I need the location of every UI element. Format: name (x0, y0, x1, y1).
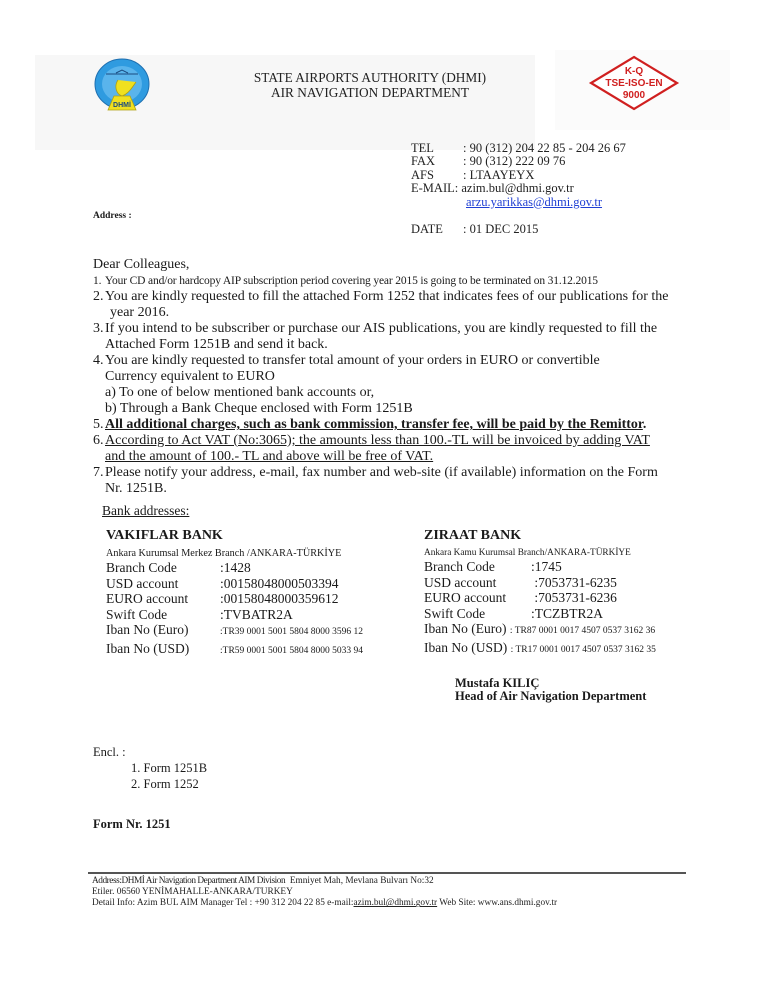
iso-9000-badge (588, 55, 680, 111)
bank-row: Iban No (USD) : TR17 0001 0017 4507 0537 3162 35 (424, 639, 656, 655)
department-name: AIR NAVIGATION DEPARTMENT (271, 85, 469, 100)
address-label: Address : (93, 211, 132, 221)
contact-fax: FAX : 90 (312) 222 09 76 (411, 154, 566, 169)
bank-row: Iban No (Euro) :TR39 0001 5001 5804 8000 3596 12 (106, 622, 364, 637)
list-subitem-a: a) To one of below mentioned bank accounts or, (105, 385, 375, 400)
contact-afs: AFS : LTAAYEYX (411, 167, 535, 182)
bank-addresses-heading: Bank addresses: (102, 503, 190, 518)
bank-name: ZIRAAT BANK (424, 528, 522, 543)
enclosure-item: 2. Form 1252 (131, 777, 199, 791)
enclosures (93, 744, 207, 792)
bank-row: Branch Code :1428 (106, 560, 251, 575)
bank-row: Swift Code :TVBATR2A (106, 606, 293, 622)
svg-text:TSE-ISO-EN: TSE-ISO-EN (605, 78, 663, 89)
letter-items (93, 273, 713, 497)
greeting: Dear Colleagues, (93, 257, 190, 272)
signature-block (455, 677, 646, 703)
bank-name: VAKIFLAR BANK (106, 528, 223, 543)
dhmi-logo (88, 58, 156, 114)
organization-name: STATE AIRPORTS AUTHORITY (DHMI) (253, 70, 487, 85)
enclosures-label: Encl. : (93, 745, 126, 759)
footer-divider (88, 872, 686, 874)
contact-email: E-MAIL: azim.bul@dhmi.gov.tr (411, 181, 574, 196)
footer-line-1: Address:DHMİ Air Navigation Department AIM Division Emniyet Mah, Mevlana Bulvarı No:32 (92, 876, 434, 886)
letter-date: DATE : 01 DEC 2015 (411, 222, 539, 236)
svg-text:DHMİ: DHMİ (113, 102, 131, 109)
bank-row: USD account :00158048000503394 (106, 575, 339, 591)
letterhead-title (200, 70, 540, 100)
list-item: 4. You are kindly requested to transfer total amount of your orders in EURO or convertible (93, 353, 600, 368)
list-item: 3. If you intend to be subscriber or purchase our AIS publications, you are kindly requested to fill the (93, 321, 658, 336)
footer-line-3: Detail Info: Azim BUL AIM Manager Tel : +90 312 204 22 85 e-mail:azim.bul@dhmi.gov.tr Web Site: www.ans.dhmi.gov.tr (92, 898, 558, 909)
list-item-continued: and the amount of 100.- TL and above will be free of VAT. (105, 449, 434, 464)
list-item-continued: Currency equivalent to EURO (105, 369, 275, 384)
bank-row: EURO account :7053731-6236 (424, 590, 617, 605)
list-item-continued: Nr. 1251B. (105, 481, 167, 496)
footer-email-link[interactable]: azim.bul@dhmi.gov.tr (353, 898, 438, 909)
form-number: Form Nr. 1251 (93, 817, 171, 831)
signatory-name: Mustafa KILIÇ (455, 676, 540, 690)
list-item: 5. All additional charges, such as bank commission, transfer fee, will be paid by the Remittor. (93, 417, 647, 432)
list-item: 2. You are kindly requested to fill the attached Form 1252 that indicates fees of our publications for the (93, 289, 669, 304)
bank-branch: Ankara Kurumsal Merkez Branch /ANKARA-TÜRKİYE (106, 548, 342, 559)
bank-row: Branch Code :1745 (424, 559, 562, 574)
bank-vakiflar (106, 528, 363, 659)
list-item: 1. Your CD and/or hardcopy AIP subscription period covering year 2015 is going to be terminated on 31.12.2015 (93, 275, 598, 287)
bank-row: Swift Code :TCZBTR2A (424, 605, 604, 621)
enclosure-item: 1. Form 1251B (131, 761, 208, 775)
list-item-continued: year 2016. (110, 305, 170, 320)
bank-branch: Ankara Kamu Kurumsal Branch/ANKARA-TÜRKİYE (424, 548, 631, 558)
bank-row: USD account :7053731-6235 (424, 574, 617, 590)
email-1: azim.bul@dhmi.gov.tr (461, 181, 574, 196)
list-item-continued: Attached Form 1251B and send it back. (105, 337, 328, 352)
email-2-link[interactable]: arzu.yarikkas@dhmi.gov.tr (466, 194, 603, 209)
list-subitem-b: b) Through a Bank Cheque enclosed with Form 1251B (105, 401, 413, 416)
bank-ziraat (424, 528, 656, 658)
svg-text:K-Q: K-Q (624, 66, 644, 77)
contact-tel: TEL : 90 (312) 204 22 85 - 204 26 67 (411, 141, 626, 155)
bank-row: EURO account :00158048000359612 (106, 591, 339, 606)
footer (92, 876, 557, 910)
bank-row: Iban No (USD) :TR59 0001 5001 5804 8000 5033 94 (106, 640, 364, 656)
contact-block (411, 142, 626, 209)
bank-row: Iban No (Euro) : TR87 0001 0017 4507 0537 3162 36 (424, 621, 656, 636)
signatory-title: Head of Air Navigation Department (455, 689, 647, 703)
footer-line-2: Etiler. 06560 YENİMAHALLE-ANKARA/TURKEY (92, 887, 293, 898)
list-item: 7. Please notify your address, e-mail, fax number and web-site (if available) information on the Form (93, 465, 658, 480)
list-item: 6. According to Act VAT (No:3065); the amounts less than 100.-TL will be invoiced by adding VAT (93, 433, 650, 448)
svg-text:9000: 9000 (622, 90, 646, 101)
